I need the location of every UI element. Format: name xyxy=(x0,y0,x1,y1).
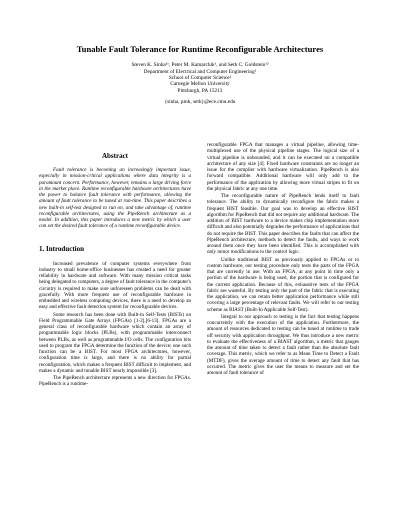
abstract-text: Fault tolerance is becoming an increasingly important issue, especially in mission-critical applications where data integrity is a paramount concern. Performance, however, remains a large driving force in the market place. Runtime reconfigurable hardware architectures have the power to balance fault tolerance with performance, allowing the amount of fault tolerance to be tuned at run-time. This paper describes a new built-in self-test designed to run on, and take advantage of, runtime reconfigurable architectures, using the PipeRench architecture as a model. In addition, this paper introduces a new metric by which a user can set the desired fault tolerance of a runtime reconfigurable device. xyxy=(39,167,191,230)
author-email: {sinha, pmk, seth}@ece.cmu.edu xyxy=(164,99,236,105)
intro-paragraph: Some research has been done with Built-in Self-Tests (BISTs) on Field Programmable Gate Arrays (FPGAs) [1-2],[6-13]. FPGAs are a general class of reconfigurable hardware which contain an array of programmable logic blocks (PLBs), with programmable interconnect between PLBs, as well as programmable I/O cells. The configuration bits used to program the FPGA determine the function of the device; one such function can be a BIST. For most FPGA architectures, however, configuration time is large, and there is no ability for partial reconfiguration, which makes a frequent BIST difficult to implement, and makes a dynamic and tunable BIST nearly impossible [3]. xyxy=(39,311,191,374)
paper-title: Tunable Fault Tolerance for Runtime Reconfigurable Architectures xyxy=(76,44,324,54)
author-list: Steven K. Sinha¹¹, Peter M. Kamarchik¹, and Seth C. Goldstein¹² xyxy=(131,62,269,68)
body-paragraph: Integral to our approach to testing is the fact that testing happens concurrently with the execution of the application. Furthermore, the amount of resources dedicated to testing can be tuned at runtime to trade off security with application throughput. We thus introduce a new metric to evaluate the effectiveness of a BIAST algorithm, a metric that gauges the amount of time taken to detect a fault rather than the absolute fault coverage. This metric, which we refer to as Mean Time to Detect a Fault (MTDF), gives the average amount of time to detect any fault that has occurred. The metric gives the user the means to measure and set the amount of fault tolerance of xyxy=(207,313,359,376)
body-paragraph: The reconfigurable nature of PipeRench lends itself to fault tolerance. The ability to dynamically reconfigure the fabric makes a frequent BIST feasible. Our goal was to develop an effective BIST algorithm for PipeRench that did not require any additional hardware. The addition of BIST hardware to a device makes chip implementation more difficult and also potentially degrades the performance of applications that do not require the BIST. This paper describes the faults that can affect the PipeRench architecture, methods to detect the faults, and ways to work around them once they have been identified. This is accomplished with only minor modifications to the control logic. xyxy=(207,193,359,256)
affiliation-line: Department of Electrical and Computer Engineering¹ xyxy=(143,68,257,75)
affiliation-line: School of Computer Science² xyxy=(168,74,232,81)
intro-heading: 1. Introduction xyxy=(39,244,84,253)
left-column xyxy=(39,145,191,389)
intro-paragraph: Increased prevalence of computer systems everywhere from industry to small home-office businesses has created a need for greater reliability in hardware and software. With many mission critical tasks being delegated to computers, a degree of fault tolerance in the computer's circuitry is required to make sure unforeseen problems can be dealt with gracefully. With more frequent use of reconfigurable hardware in embedded and wireless computing devices, there is a need to develop an easy and effective fault detection system for reconfigurable devices. xyxy=(39,260,191,311)
affiliation-line: Carnegie Mellon University xyxy=(170,81,230,88)
body-paragraph: Unlike traditional BIST as previously applied to FPGAs or to custom hardware, our testing procedure only tests the parts of the FPGA that are currently in use. With an FPGA, at any point in time only a portion of the hardware is being used, the portion that is configured for the current application. Because of this, exhaustive tests of the FPGA fabric are wasteful. By testing only the part of the fabric that is executing the application, we can retain better application performance while still covering a large percentage of relevant faults. We will refer to our testing scheme as BIAST (Built-In Applicable Self-Test). xyxy=(207,256,359,313)
affiliation-line: Pittsburgh, PA 15213 xyxy=(177,87,223,94)
affiliation-block xyxy=(39,69,361,95)
abstract-heading: Abstract xyxy=(101,152,129,160)
right-column xyxy=(207,142,359,377)
body-paragraph: reconfigurable FPGA that manages a virtual pipeline, allowing time-multiplexed use of the physical pipeline stages. The logical size of a virtual pipeline is unbounded, and it can be executed on a compatible architecture of any size [4]. Fixed hardware constraints are no longer an issue for the compiler with hardware virtualization. PipeRench is also forward compatible. Additional hardware will only add to the performance of the application by allowing more virtual stripes to fit on the physical fabric at any one time. xyxy=(207,142,359,192)
intro-paragraph: The PipeRench architecture represents a new direction for FPGAs. PipeRench is a runtime- xyxy=(39,375,191,388)
